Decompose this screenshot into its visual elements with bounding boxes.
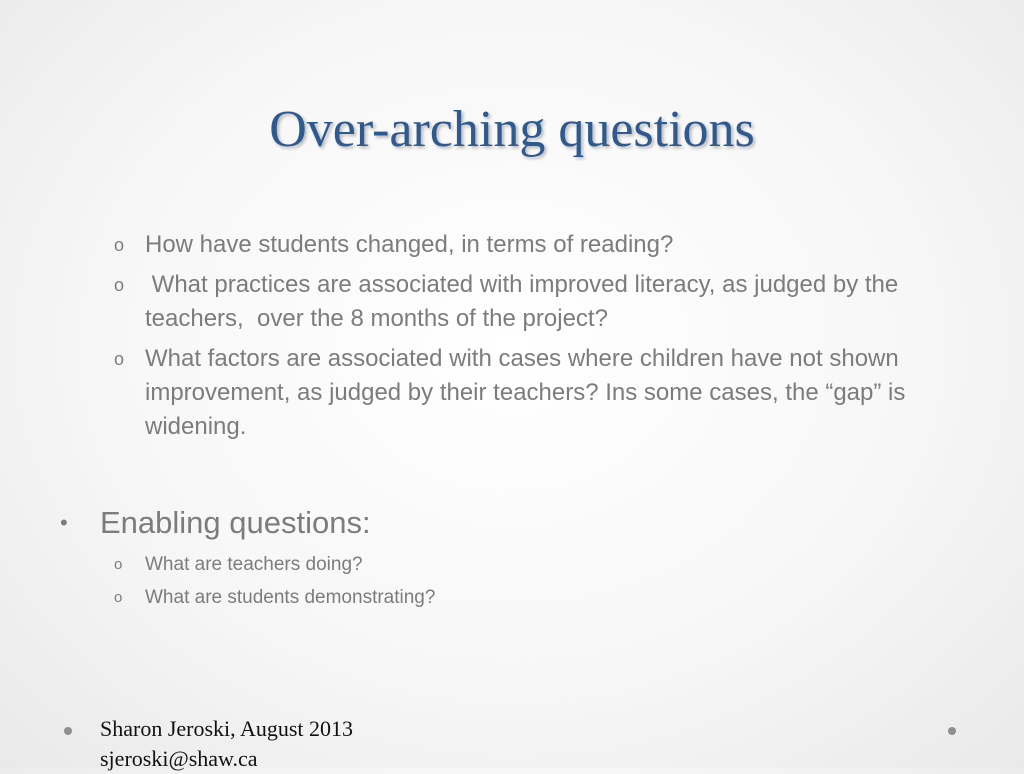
bullet-dot-icon: • bbox=[60, 510, 68, 535]
question-text: What factors are associated with cases where children have not shown improvement, as judged by their teachers? Ins some cases, the “gap” is widening. bbox=[145, 345, 906, 440]
slide-title: Over-arching questions bbox=[269, 101, 755, 158]
enabling-questions-heading bbox=[60, 504, 371, 542]
circle-bullet-icon: o bbox=[114, 589, 123, 606]
question-text: What practices are associated with improved literacy, as judged by the teachers, over the 8 months of the project? bbox=[145, 271, 905, 332]
circle-bullet-icon: o bbox=[114, 556, 123, 573]
enabling-questions-list bbox=[114, 548, 975, 614]
enabling-heading-text: Enabling questions: bbox=[100, 505, 371, 540]
list-item bbox=[114, 581, 975, 614]
question-text: What are teachers doing? bbox=[145, 554, 363, 575]
circle-bullet-icon: o bbox=[114, 349, 125, 369]
question-text: How have students changed, in terms of reading? bbox=[145, 231, 674, 258]
list-item bbox=[114, 268, 975, 336]
overarching-questions-list bbox=[114, 228, 975, 450]
question-text: What are students demonstrating? bbox=[145, 587, 436, 608]
circle-bullet-icon: o bbox=[114, 275, 125, 295]
circle-bullet-icon: o bbox=[114, 235, 125, 255]
list-item bbox=[114, 342, 975, 444]
footer-email[interactable]: sjeroski@shaw.ca bbox=[100, 746, 258, 771]
list-item bbox=[114, 228, 975, 262]
footer-author bbox=[100, 714, 353, 774]
footer-dot-right-icon bbox=[948, 727, 956, 735]
list-item bbox=[114, 548, 975, 581]
footer-author-line: Sharon Jeroski, August 2013 bbox=[100, 716, 353, 741]
footer-dot-left-icon bbox=[64, 727, 72, 735]
